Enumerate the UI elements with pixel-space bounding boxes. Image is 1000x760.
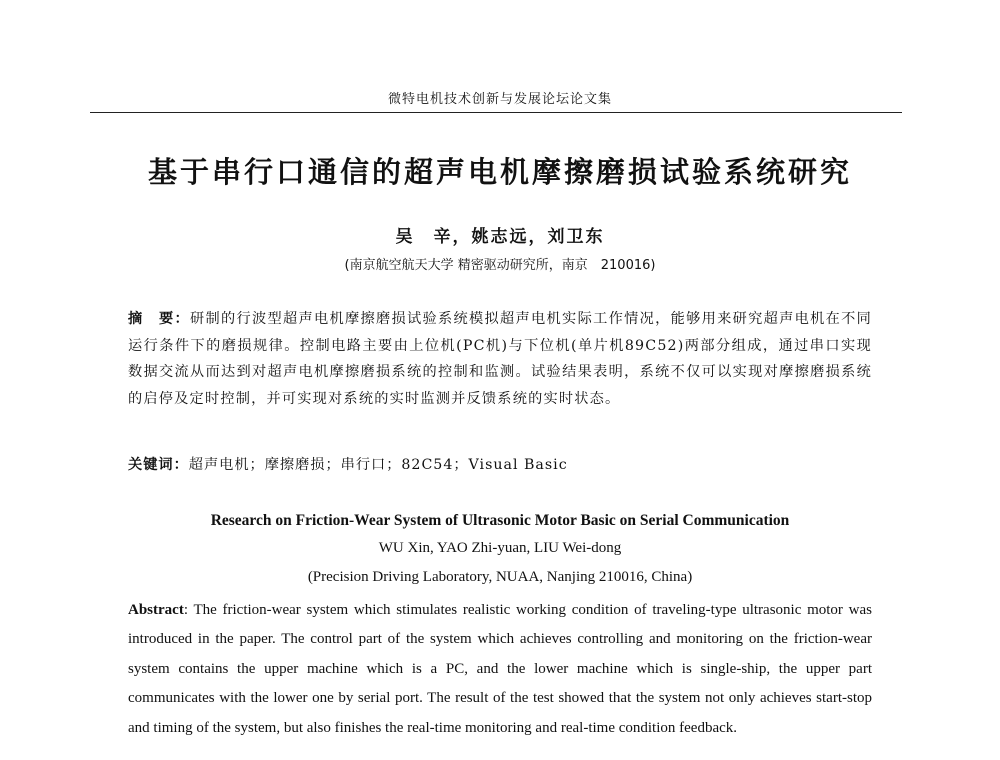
paper-title-en: Research on Friction-Wear System of Ultrasonic Motor Basic on Serial Communication (210, 512, 790, 529)
abstract-en (128, 596, 872, 743)
abstract-cn-label: 摘 要： (128, 311, 191, 327)
authors-cn: 吴 辛，姚志远，刘卫东 (395, 227, 605, 247)
keywords-cn (128, 454, 872, 476)
abstract-en-separator: : (183, 602, 194, 618)
keywords-cn-text: 超声电机；摩擦磨损；串行口；82C54；Visual Basic (188, 457, 568, 473)
abstract-en-label: Abstract (128, 602, 184, 618)
running-header: 微特电机技术创新与发展论坛论文集 (387, 92, 612, 107)
abstract-cn (128, 306, 872, 412)
paper-title-cn: 基于串行口通信的超声电机摩擦磨损试验系统研究 (147, 155, 852, 189)
authors-en: WU Xin, YAO Zhi-yuan, LIU Wei-dong (378, 540, 622, 556)
abstract-cn-text: 研制的行波型超声电机摩擦磨损试验系统模拟超声电机实际工作情况，能够用来研究超声电机在不同运行条件下的磨损规律。控制电路主要由上位机(PC机)与下位机(单片机89C52)两部分组成，通过串口实现数据交流从而达到对超声电机摩擦磨损系统的控制和监测。试验结果表明，系统不仅可以实现对摩擦磨损系统的启停及定时控制，并可实现对系统的实时监测并反馈系统的实时状态。 (128, 311, 872, 407)
header-rule (90, 112, 902, 113)
abstract-en-text: The friction-wear system which stimulates realistic working condition of traveling-type ultrasonic motor was introduced in the paper. The control part of the system which achieves controlling and monitoring on the friction-wear system contains the upper machine which is a PC, and the lower machine which is single-ship, the upper part communicates with the lower one by serial port. The result of the test showed that the system not only achieves start-stop and timing of the system, but also finishes the real-time monitoring and real-time condition feedback. (128, 602, 872, 736)
keywords-cn-label: 关键词： (128, 457, 189, 473)
affiliation-en: (Precision Driving Laboratory, NUAA, Nanjing 210016, China) (307, 569, 693, 585)
affiliation-cn: (南京航空航天大学 精密驱动研究所，南京 210016) (344, 258, 656, 273)
